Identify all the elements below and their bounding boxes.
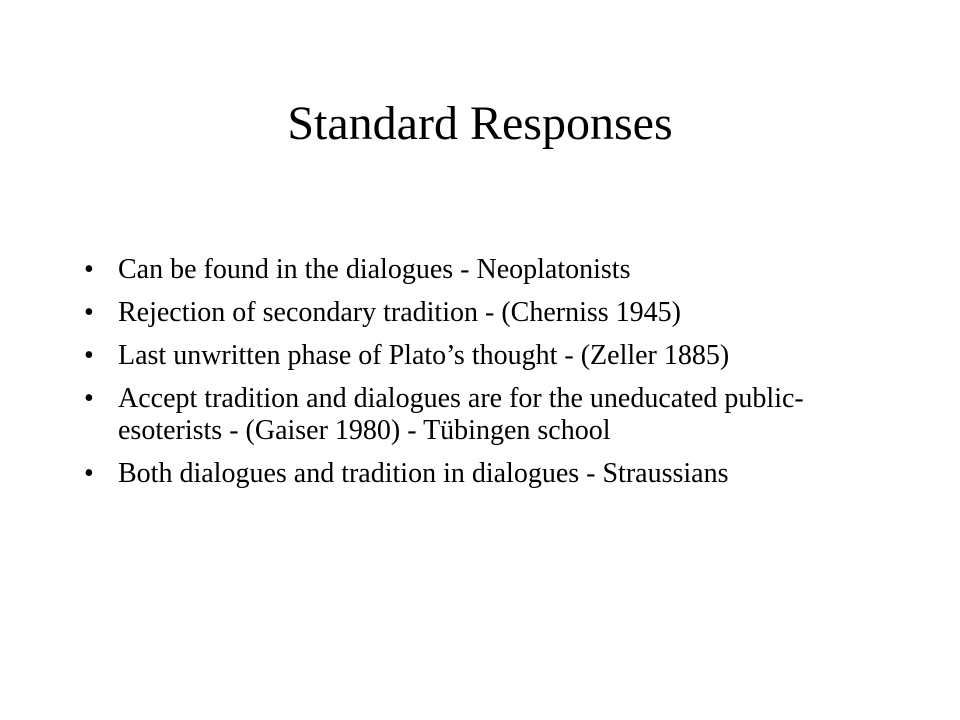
bullet-item	[84, 297, 844, 329]
bullet-icon: •	[84, 254, 94, 285]
bullet-list	[84, 254, 844, 501]
bullet-icon: •	[84, 297, 94, 328]
bullet-item	[84, 254, 844, 286]
bullet-text: Both dialogues and tradition in dialogues - Straussians	[118, 458, 729, 489]
bullet-text: Last unwritten phase of Plato’s thought - (Zeller 1885)	[118, 340, 730, 371]
slide-title: Standard Responses	[287, 97, 673, 150]
bullet-icon: •	[84, 458, 94, 489]
bullet-item	[84, 383, 844, 447]
bullet-text: Rejection of secondary tradition - (Cherniss 1945)	[118, 297, 681, 328]
bullet-text: Can be found in the dialogues - Neoplatonists	[118, 254, 631, 285]
bullet-item	[84, 340, 844, 372]
bullet-icon: •	[84, 383, 94, 414]
bullet-text: Accept tradition and dialogues are for the uneducated public- esoterists - (Gaiser 1980) - Tübingen school	[118, 383, 804, 446]
bullet-item	[84, 458, 844, 490]
bullet-icon: •	[84, 340, 94, 371]
